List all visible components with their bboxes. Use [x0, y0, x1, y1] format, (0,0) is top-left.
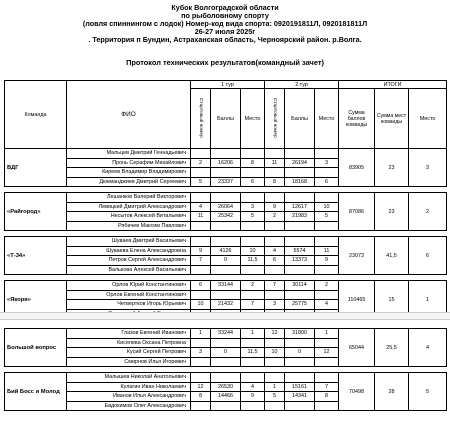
cell-m1: 8: [241, 158, 265, 168]
team-sum-points: 87086: [339, 193, 375, 231]
table-row: [5, 373, 447, 383]
cell-p2: 5574: [285, 246, 315, 256]
cell-p1: 0: [211, 256, 241, 266]
cell-s2: [265, 168, 285, 178]
cell-p1: 23337: [211, 177, 241, 187]
protocol-subtitle: Протокол технических результатов(командный зачет): [126, 58, 324, 67]
cell-m2: 10: [315, 202, 339, 212]
cell-m2: [315, 193, 339, 203]
team-sum-points: 70498: [339, 373, 375, 411]
col-team-header: Команда: [5, 81, 67, 149]
cell-s2: 2: [265, 212, 285, 222]
page-separator: [0, 312, 450, 320]
cell-m2: [315, 237, 339, 247]
team-sum-places: 41,5: [375, 237, 409, 275]
cell-p2: 26194: [285, 158, 315, 168]
cell-s2: [265, 221, 285, 231]
table-row: [5, 237, 447, 247]
cell-p1: [211, 168, 241, 178]
cell-s2: [265, 357, 285, 367]
cell-m2: [315, 290, 339, 300]
cell-m2: 12: [315, 348, 339, 358]
cell-s2: [265, 338, 285, 348]
cell-s2: 8: [265, 177, 285, 187]
team-name: «Т-34»: [5, 237, 67, 275]
cell-s1: [191, 193, 211, 203]
participant-name: Орлов Юрий Константинович: [67, 281, 191, 291]
cell-p2: 31800: [285, 329, 315, 339]
col-start-2: Стартовый номер: [272, 97, 278, 138]
cell-m2: 9: [315, 256, 339, 266]
results-table-1: [4, 80, 447, 319]
participant-name: Четвертков Игорь Юрьевич: [67, 300, 191, 310]
cell-p1: 26530: [211, 382, 241, 392]
col-final-place: Место: [409, 89, 447, 149]
cell-p2: 30114: [285, 281, 315, 291]
cell-s2: [265, 237, 285, 247]
team-sum-places: 23: [375, 149, 409, 187]
cell-s1: 8: [191, 392, 211, 402]
cell-s2: 3: [265, 300, 285, 310]
cell-s2: [265, 149, 285, 159]
cell-s1: 3: [191, 348, 211, 358]
participant-name: Глазов Евгений Иванович: [67, 329, 191, 339]
cell-p1: [211, 221, 241, 231]
table-row: [5, 281, 447, 291]
cell-p1: 4126: [211, 246, 241, 256]
cell-m1: 10: [241, 246, 265, 256]
cell-m2: 4: [315, 300, 339, 310]
cell-s1: [191, 401, 211, 411]
cell-s1: 5: [191, 177, 211, 187]
cell-m1: 1: [241, 329, 265, 339]
participant-name: Мальцев Дмитрий Геннадьевич: [67, 149, 191, 159]
cell-p1: 33244: [211, 329, 241, 339]
cell-p1: 21432: [211, 300, 241, 310]
cell-m2: 3: [315, 158, 339, 168]
cell-p1: [211, 373, 241, 383]
col-sum-places: Сумма мест команды: [375, 89, 409, 149]
team-place: 1: [409, 281, 447, 319]
cell-m1: [241, 357, 265, 367]
cell-p2: [285, 290, 315, 300]
cell-s2: [265, 265, 285, 275]
participant-name: Кулагин Иван Николаевич: [67, 382, 191, 392]
team-name: «Райгород»: [5, 193, 67, 231]
cell-p2: 18168: [285, 177, 315, 187]
results-table-2: [4, 328, 447, 411]
cell-m2: 1: [315, 329, 339, 339]
team-name: ВДГ: [5, 149, 67, 187]
cell-s2: [265, 401, 285, 411]
cell-s2: 10: [265, 348, 285, 358]
cell-p2: [285, 338, 315, 348]
cell-p2: [285, 357, 315, 367]
cell-m1: [241, 290, 265, 300]
cell-p2: 14341: [285, 392, 315, 402]
cell-s2: 7: [265, 281, 285, 291]
cell-m1: [241, 373, 265, 383]
cell-p2: [285, 168, 315, 178]
title-line-3: (ловля спиннингом с лодок) Номер-код вида спорта: 0920191811Л, 0920181811Л: [82, 19, 368, 28]
col-fio-header: ФИО: [67, 81, 191, 149]
cell-s1: 1: [191, 329, 211, 339]
col-sum-points: Сумма баллов команды: [339, 89, 375, 149]
cell-m1: 11,5: [241, 348, 265, 358]
cell-s2: 12: [265, 329, 285, 339]
participant-name: Валькова Алексей Васильевич: [67, 265, 191, 275]
cell-s2: 4: [265, 246, 285, 256]
cell-s1: 7: [191, 256, 211, 266]
cell-s1: [191, 373, 211, 383]
team-name: Большой вопрос: [5, 329, 67, 367]
cell-s2: 9: [265, 202, 285, 212]
cell-s2: 6: [265, 256, 285, 266]
col-points-1: Баллы: [211, 89, 241, 149]
cell-p1: 26064: [211, 202, 241, 212]
cell-p1: 0: [211, 348, 241, 358]
team-place: 6: [409, 237, 447, 275]
cell-p2: [285, 149, 315, 159]
participant-name: Петров Сергей Александрович: [67, 256, 191, 266]
participant-name: Лешанков Валерий Викторович: [67, 193, 191, 203]
cell-p1: [211, 149, 241, 159]
participant-name: Киреев Владимир Владимирович: [67, 168, 191, 178]
cell-s1: [191, 149, 211, 159]
cell-m1: [241, 149, 265, 159]
table-row: [5, 193, 447, 203]
team-sum-places: 25,5: [375, 329, 409, 367]
cell-m2: [315, 149, 339, 159]
cell-p2: 0: [285, 348, 315, 358]
title-line-2: по рыболовному спорту: [181, 11, 269, 20]
cell-s1: [191, 168, 211, 178]
participant-name: Кусий Сергей Петрович: [67, 348, 191, 358]
cell-p2: 21983: [285, 212, 315, 222]
cell-s1: 11: [191, 212, 211, 222]
cell-p1: [211, 237, 241, 247]
cell-p1: 14466: [211, 392, 241, 402]
participant-name: Рябичев Максим Павлович: [67, 221, 191, 231]
cell-m1: [241, 193, 265, 203]
cell-s2: [265, 373, 285, 383]
cell-m2: [315, 373, 339, 383]
cell-m2: [315, 357, 339, 367]
cell-m2: 2: [315, 281, 339, 291]
cell-s2: [265, 193, 285, 203]
cell-p1: [211, 265, 241, 275]
team-place: 5: [409, 373, 447, 411]
cell-p2: [285, 373, 315, 383]
cell-s1: 12: [191, 382, 211, 392]
cell-m1: [241, 168, 265, 178]
title-line-1: Кубок Волгоградской области: [171, 3, 279, 12]
cell-p2: [285, 401, 315, 411]
team-name: «Якоря»: [5, 281, 67, 319]
cell-p2: 12617: [285, 202, 315, 212]
cell-m2: 6: [315, 177, 339, 187]
cell-m1: [241, 221, 265, 231]
participant-name: Несытов Алексей Витальевич: [67, 212, 191, 222]
cell-s1: 2: [191, 158, 211, 168]
participant-name: Дюкманджиев Дмитрий Сергеевич: [67, 177, 191, 187]
cell-s1: [191, 338, 211, 348]
participant-name: Евдокимов Олег Александрович: [67, 401, 191, 411]
cell-s1: 4: [191, 202, 211, 212]
cell-p2: 25775: [285, 300, 315, 310]
cell-m2: 5: [315, 212, 339, 222]
cell-m2: 7: [315, 382, 339, 392]
cell-m2: [315, 338, 339, 348]
cell-s1: [191, 237, 211, 247]
team-name: Бий Босс и Молод: [5, 373, 67, 411]
team-place: 4: [409, 329, 447, 367]
participant-name: Смирнов Илья Игоревич: [67, 357, 191, 367]
cell-m1: 6: [241, 177, 265, 187]
table-row: [5, 149, 447, 159]
participant-name: Пронь Серафим Михайлович: [67, 158, 191, 168]
cell-p1: 25342: [211, 212, 241, 222]
cell-p1: [211, 338, 241, 348]
participant-name: Шуваев Дмитрий Васильевич: [67, 237, 191, 247]
cell-p1: [211, 193, 241, 203]
cell-p1: 16206: [211, 158, 241, 168]
cell-m1: 11,5: [241, 256, 265, 266]
cell-m1: [241, 237, 265, 247]
cell-s1: 9: [191, 246, 211, 256]
cell-s1: 10: [191, 300, 211, 310]
col-start-1: Стартовый номер: [198, 97, 203, 138]
cell-s2: 11: [265, 158, 285, 168]
cell-m1: 3: [241, 202, 265, 212]
col-tour2-header: 2 тур: [265, 81, 339, 89]
cell-p2: [285, 221, 315, 231]
col-totals-header: ИТОГИ: [339, 81, 447, 89]
col-place-2: Место: [315, 89, 339, 149]
team-sum-points: 110465: [339, 281, 375, 319]
cell-m1: [241, 338, 265, 348]
participant-name: Орлов Евгений Константинович: [67, 290, 191, 300]
col-tour1-header: 1 тур: [191, 81, 265, 89]
team-sum-places: 23: [375, 193, 409, 231]
team-place: 3: [409, 149, 447, 187]
team-sum-places: 15: [375, 281, 409, 319]
cell-s1: [191, 357, 211, 367]
cell-m1: 2: [241, 281, 265, 291]
title-line-5: . Территория п Бундин, Астраханская область, Черноярский район. р.Волга.: [88, 35, 362, 44]
participant-name: Шуваева Елена Александровна: [67, 246, 191, 256]
participant-name: Малышев Николай Анатольевич: [67, 373, 191, 383]
cell-m2: [315, 401, 339, 411]
team-sum-points: 83905: [339, 149, 375, 187]
cell-m2: 8: [315, 392, 339, 402]
participant-name: Иванов Илья Александрович: [67, 392, 191, 402]
cell-s2: 5: [265, 392, 285, 402]
cell-s1: 6: [191, 281, 211, 291]
cell-p2: [285, 265, 315, 275]
team-sum-points: 65044: [339, 329, 375, 367]
col-place-1: Место: [241, 89, 265, 149]
cell-m1: [241, 265, 265, 275]
team-sum-places: 28: [375, 373, 409, 411]
team-place: 2: [409, 193, 447, 231]
cell-m1: [241, 401, 265, 411]
cell-p1: [211, 401, 241, 411]
cell-p2: 13373: [285, 256, 315, 266]
cell-s2: [265, 290, 285, 300]
cell-m1: 5: [241, 212, 265, 222]
cell-p1: 33144: [211, 281, 241, 291]
participant-name: Левицкий Дмитрий Александрович: [67, 202, 191, 212]
cell-s1: [191, 265, 211, 275]
cell-m2: 11: [315, 246, 339, 256]
title-line-4: 26-27 июля 2025г: [194, 27, 256, 36]
cell-s1: [191, 221, 211, 231]
cell-m1: 4: [241, 382, 265, 392]
cell-p1: [211, 290, 241, 300]
cell-p1: [211, 357, 241, 367]
table-row: [5, 329, 447, 339]
col-points-2: Баллы: [285, 89, 315, 149]
cell-p2: [285, 237, 315, 247]
cell-m2: [315, 168, 339, 178]
cell-s1: [191, 290, 211, 300]
team-sum-points: 23073: [339, 237, 375, 275]
cell-m1: 7: [241, 300, 265, 310]
cell-p2: 15161: [285, 382, 315, 392]
participant-name: Киселева Оксана Петровна: [67, 338, 191, 348]
cell-m2: [315, 221, 339, 231]
cell-p2: [285, 193, 315, 203]
cell-m1: 9: [241, 392, 265, 402]
cell-m2: [315, 265, 339, 275]
cell-s2: 1: [265, 382, 285, 392]
